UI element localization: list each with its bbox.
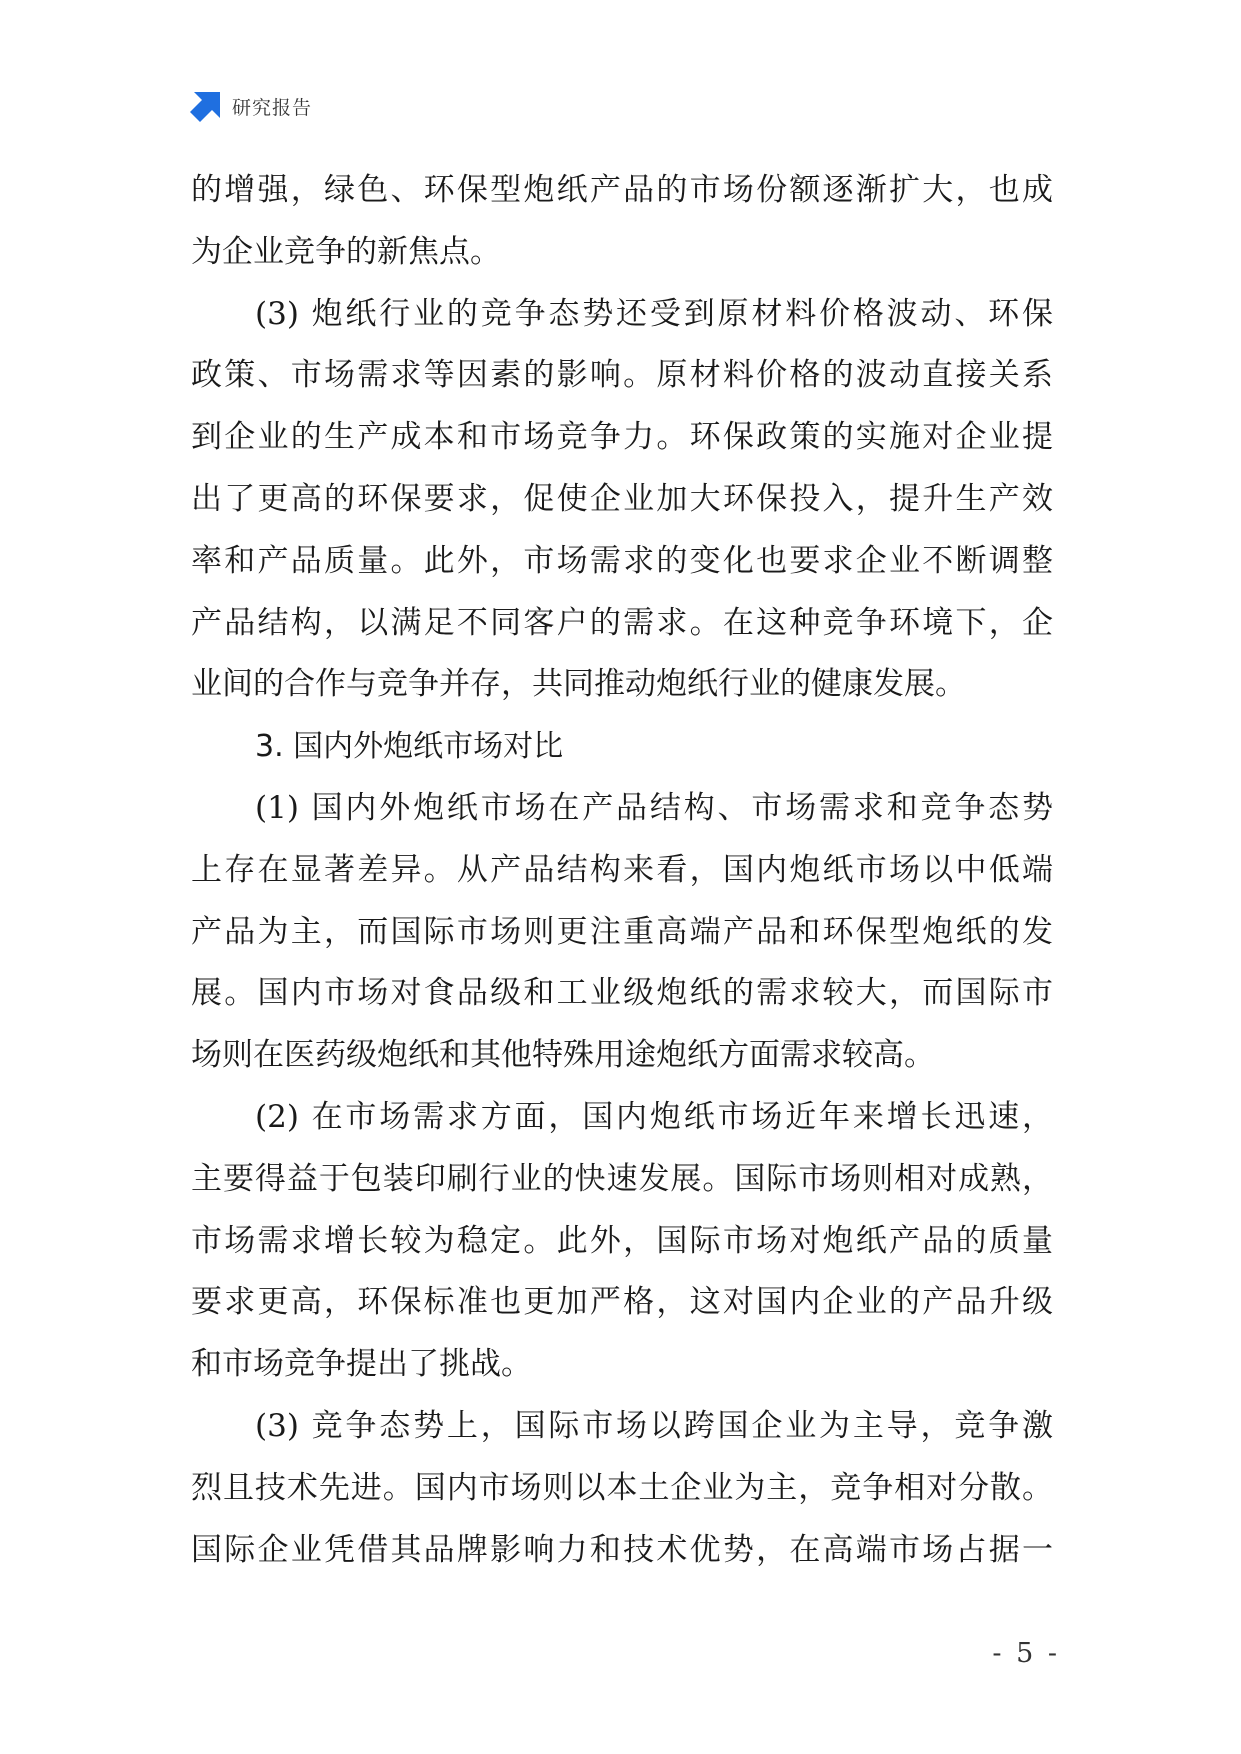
text-line: 场则在医药级炮纸和其他特殊用途炮纸方面需求较高。 bbox=[191, 1037, 935, 1074]
document-body bbox=[191, 160, 1053, 1581]
report-header bbox=[190, 90, 312, 122]
text-line: 业间的合作与竞争并存，共同推动炮纸行业的健康发展。 bbox=[191, 666, 966, 703]
text-line: 政策、市场需求等因素的影响。原材料价格的波动直接关系 bbox=[191, 357, 1053, 394]
text-line: (3) 竞争态势上，国际市场以跨国企业为主导，竞争激 bbox=[255, 1407, 1053, 1444]
text-line: 主要得益于包装印刷行业的快速发展。国际市场则相对成熟， bbox=[191, 1160, 1053, 1197]
text-line: 为企业竞争的新焦点。 bbox=[191, 233, 501, 270]
text-line: 展。国内市场对食品级和工业级炮纸的需求较大，而国际市 bbox=[191, 975, 1053, 1012]
text-line: 市场需求增长较为稳定。此外，国际市场对炮纸产品的质量 bbox=[191, 1222, 1053, 1259]
text-line: 烈且技术先进。国内市场则以本土企业为主，竞争相对分散。 bbox=[191, 1469, 1053, 1506]
text-line: 和市场竞争提出了挑战。 bbox=[191, 1346, 532, 1383]
report-title: 研究报告 bbox=[232, 96, 313, 119]
text-line: 产品结构，以满足不同客户的需求。在这种竞争环境下，企 bbox=[191, 604, 1053, 641]
text-line: 要求更高，环保标准也更加严格，这对国内企业的产品升级 bbox=[191, 1284, 1053, 1321]
text-line: 的增强，绿色、环保型炮纸产品的市场份额逐渐扩大，也成 bbox=[191, 172, 1053, 208]
text-line: (1) 国内外炮纸市场在产品结构、市场需求和竞争态势 bbox=[255, 789, 1053, 826]
text-line: (2) 在市场需求方面，国内炮纸市场近年来增长迅速， bbox=[255, 1098, 1053, 1135]
text-line: 到企业的生产成本和市场竞争力。环保政策的实施对企业提 bbox=[191, 419, 1053, 456]
text-line: 产品为主，而国际市场则更注重高端产品和环保型炮纸的发 bbox=[191, 913, 1053, 950]
section-heading: 3. 国内外炮纸市场对比 bbox=[255, 729, 564, 765]
text-line: 国际企业凭借其品牌影响力和技术优势，在高端市场占据一 bbox=[191, 1531, 1053, 1568]
text-line: (3) 炮纸行业的竞争态势还受到原材料价格波动、环保 bbox=[255, 295, 1053, 332]
page-number: - 5 - bbox=[992, 1638, 1060, 1669]
text-line: 率和产品质量。此外，市场需求的变化也要求企业不断调整 bbox=[191, 542, 1053, 579]
text-line: 上存在显著差异。从产品结构来看，国内炮纸市场以中低端 bbox=[191, 851, 1053, 888]
text-line: 出了更高的环保要求，促使企业加大环保投入，提升生产效 bbox=[191, 480, 1053, 517]
arrow-up-right-icon bbox=[190, 90, 222, 122]
